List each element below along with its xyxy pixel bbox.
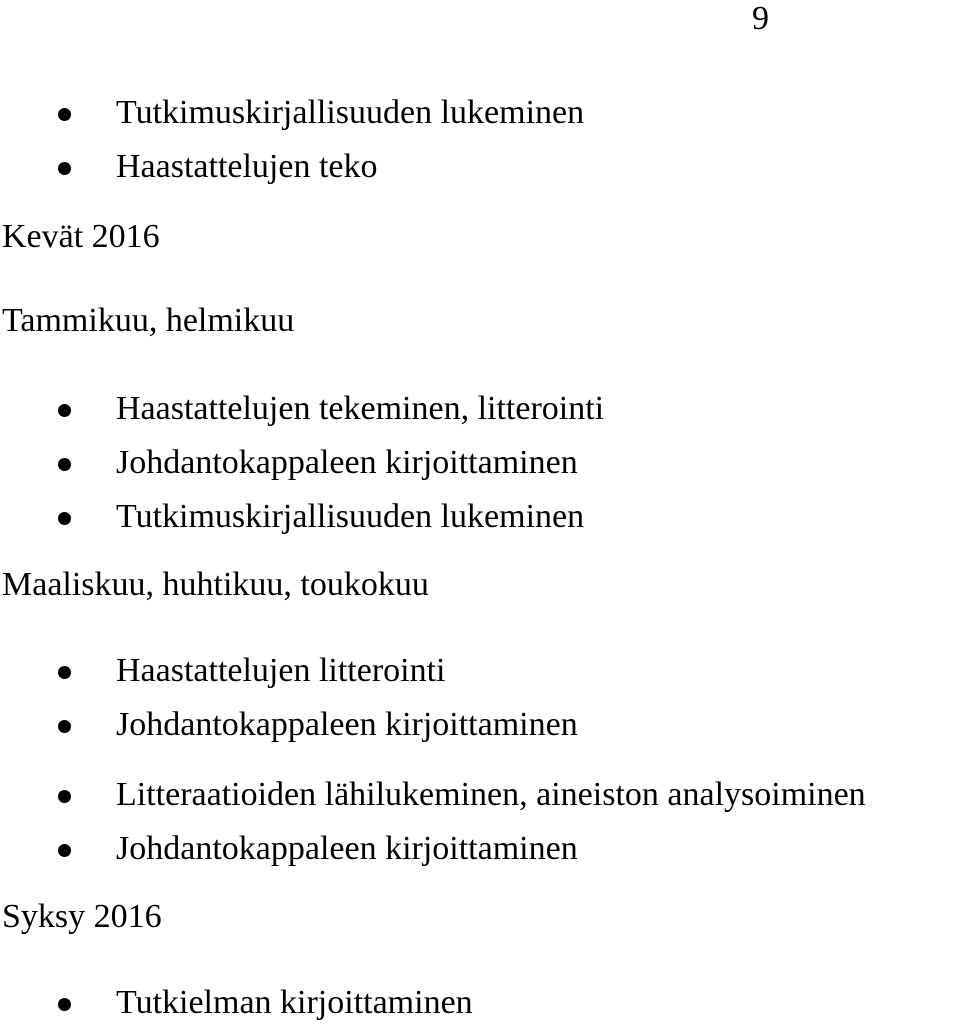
section-heading-autumn: Syksy 2016	[2, 898, 162, 935]
subsection-heading-mar-may: Maaliskuu, huhtikuu, toukokuu	[2, 566, 429, 603]
bullet-icon	[58, 790, 71, 803]
list-item-text: Haastattelujen tekeminen, litterointi	[116, 390, 605, 427]
list-item-text: Haastattelujen teko	[116, 148, 378, 185]
bullet-icon	[58, 844, 71, 857]
list-item-text: Johdantokappaleen kirjoittaminen	[116, 830, 578, 867]
bullet-icon	[58, 720, 71, 733]
list-item-text: Johdantokappaleen kirjoittaminen	[116, 706, 578, 743]
bullet-icon	[58, 512, 71, 525]
subsection-heading-jan-feb: Tammikuu, helmikuu	[2, 302, 295, 339]
list-item-text: Litteraatioiden lähilukeminen, aineiston analysoiminen	[116, 776, 866, 813]
bullet-icon	[58, 404, 71, 417]
list-item-text: Tutkielman kirjoittaminen	[116, 984, 473, 1021]
bullet-icon	[58, 108, 71, 121]
list-item-text: Tutkimuskirjallisuuden lukeminen	[116, 94, 585, 131]
list-item-text: Tutkimuskirjallisuuden lukeminen	[116, 498, 585, 535]
bullet-icon	[58, 998, 71, 1011]
section-heading-spring: Kevät 2016	[2, 218, 160, 255]
bullet-icon	[58, 458, 71, 471]
page-number: 9	[752, 0, 769, 37]
list-item-text: Haastattelujen litterointi	[116, 652, 446, 689]
list-item-text: Johdantokappaleen kirjoittaminen	[116, 444, 578, 481]
bullet-icon	[58, 666, 71, 679]
bullet-icon	[58, 162, 71, 175]
